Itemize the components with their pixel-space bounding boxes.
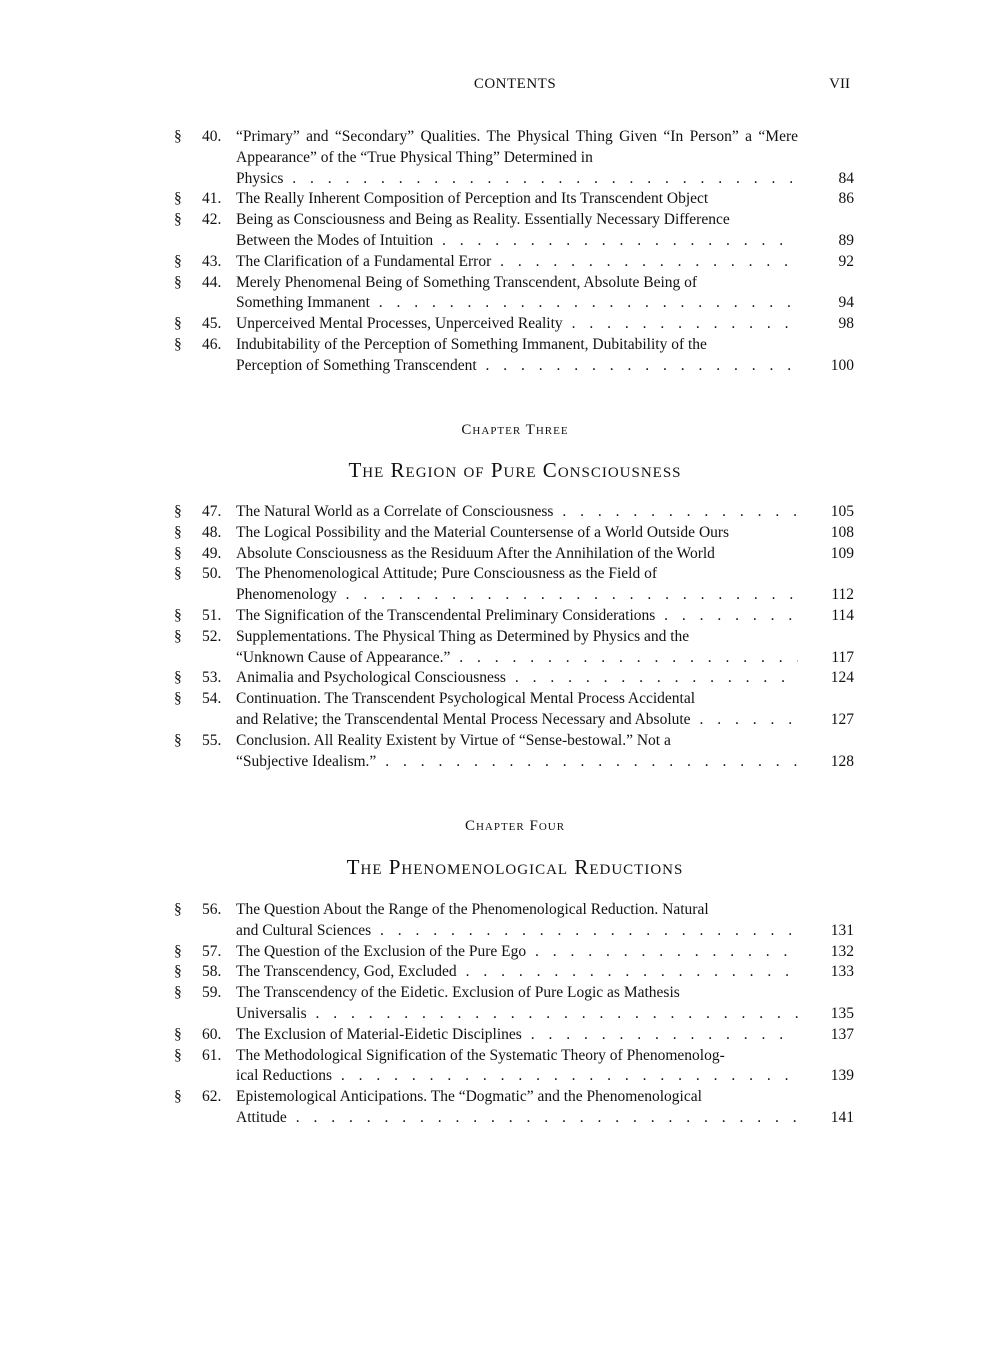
- section-sign: §: [174, 315, 182, 333]
- toc-entry: [174, 731, 854, 773]
- section-number: 50.: [202, 565, 222, 583]
- section-number: 41.: [202, 190, 222, 208]
- entry-title: [236, 523, 798, 544]
- page-number: 127: [830, 710, 854, 728]
- section-number: 46.: [202, 335, 222, 353]
- entry-title-line: The Transcendency of the Eidetic. Exclusion of Pure Logic as Mathesis: [236, 984, 680, 1002]
- section-number: 53.: [202, 669, 222, 687]
- entry-title: [236, 962, 798, 983]
- section-number: 55.: [202, 731, 222, 749]
- entry-title-last-line: The Signification of the Transcendental Preliminary Considerations . . .: [236, 606, 798, 627]
- entry-title: [236, 273, 798, 315]
- section-sign: §: [174, 669, 182, 687]
- toc-entry: [174, 962, 854, 983]
- entry-title-last-line: Universalis . . .: [236, 1004, 798, 1025]
- toc-block-chapter-four: [174, 900, 854, 1129]
- entry-title-last-line: Between the Modes of Intuition . . .: [236, 231, 798, 252]
- entry-title-last-line: Animalia and Psychological Consciousness . . .: [236, 668, 798, 689]
- entry-title: [236, 564, 798, 606]
- entry-title: [236, 627, 798, 669]
- page-number: 137: [830, 1025, 854, 1043]
- section-number: 54.: [202, 690, 222, 708]
- entry-title-last-line: The Natural World as a Correlate of Consciousness . . .: [236, 502, 798, 523]
- section-number: 62.: [202, 1088, 222, 1106]
- toc-entry: [174, 942, 854, 963]
- entry-title: [236, 1087, 798, 1129]
- entry-title-last-line: Something Immanent . . .: [236, 293, 798, 314]
- section-sign: §: [174, 901, 182, 918]
- page-number: 114: [831, 606, 854, 624]
- entry-title-line: Epistemological Anticipations. The “Dogmatic” and the Phenomenological: [236, 1088, 702, 1106]
- toc-entry: [174, 502, 854, 523]
- entry-title-line: “Primary” and “Secondary” Qualities. The Physical Thing Given “In Person” a “Mere Appearance” of the “True Physical Thing” Determined in: [236, 128, 798, 166]
- section-sign: §: [174, 190, 182, 208]
- entry-title: [236, 731, 798, 773]
- entry-title-line: Conclusion. All Reality Existent by Virtue of “Sense-bestowal.” Not a: [236, 731, 671, 749]
- entry-title-line: Continuation. The Transcendent Psychological Mental Process Accidental: [236, 690, 696, 708]
- toc-entry: [174, 314, 854, 335]
- toc-entry: [174, 252, 854, 273]
- section-number: 52.: [202, 627, 222, 645]
- chapter-four-title: The Phenomenological Reductions: [346, 855, 684, 879]
- entry-title: [236, 335, 798, 377]
- section-number: 59.: [202, 984, 222, 1002]
- section-number: 48.: [202, 523, 222, 541]
- entry-title-last-line: Phenomenology . . .: [236, 585, 798, 606]
- entry-title: [236, 900, 798, 942]
- section-sign: §: [174, 335, 182, 353]
- toc-entry: [174, 189, 854, 210]
- toc-entry: [174, 606, 854, 627]
- section-number: 43.: [202, 252, 222, 270]
- section-sign: §: [174, 627, 182, 645]
- section-number: 56.: [202, 901, 222, 918]
- section-sign: §: [174, 273, 182, 291]
- page-number: 109: [830, 544, 854, 562]
- entry-title: [236, 668, 798, 689]
- entry-title-last-line: and Cultural Sciences . . .: [236, 921, 798, 942]
- toc-entry: [174, 544, 854, 565]
- section-sign: §: [174, 963, 182, 981]
- section-sign: §: [174, 984, 182, 1002]
- section-sign: §: [174, 252, 182, 270]
- page-number: 135: [830, 1004, 854, 1022]
- entry-title-last-line: and Relative; the Transcendental Mental Process Necessary and Absolute . . .: [236, 710, 798, 731]
- page-number: 89: [838, 231, 854, 249]
- section-number: 47.: [202, 503, 222, 520]
- entry-title: [236, 606, 798, 627]
- page-number: 105: [830, 503, 854, 520]
- section-number: 57.: [202, 942, 222, 960]
- page-number: 132: [830, 942, 854, 960]
- section-sign: §: [174, 1088, 182, 1106]
- entry-title-last-line: “Unknown Cause of Appearance.” . . .: [236, 648, 798, 669]
- entry-title-last-line: The Clarification of a Fundamental Error . . .: [236, 252, 798, 273]
- section-number: 45.: [202, 315, 222, 333]
- entry-title: [236, 942, 798, 963]
- page-number: 100: [830, 356, 854, 374]
- toc-block-chapter-two-continued: [174, 127, 854, 377]
- section-sign: §: [174, 606, 182, 624]
- entry-title-last-line: Attitude . . .: [236, 1108, 798, 1129]
- entry-title-last-line: The Really Inherent Composition of Perception and Its Transcendent Object: [236, 190, 709, 208]
- running-head: [0, 76, 1000, 96]
- page-number: 124: [830, 669, 854, 687]
- section-number: 42.: [202, 211, 222, 229]
- section-number: 61.: [202, 1046, 222, 1064]
- entry-title-last-line: Absolute Consciousness as the Residuum After the Annihilation of the World: [236, 544, 715, 562]
- toc-entry: [174, 1046, 854, 1088]
- entry-title-line: Indubitability of the Perception of Something Immanent, Dubitability of the: [236, 335, 707, 353]
- entry-title-line: Supplementations. The Physical Thing as Determined by Physics and the: [236, 627, 690, 645]
- toc-entry: [174, 900, 854, 942]
- page-number: 141: [830, 1108, 854, 1126]
- section-number: 49.: [202, 544, 222, 562]
- section-sign: §: [174, 1025, 182, 1043]
- entry-title-last-line: The Transcendency, God, Excluded . . .: [236, 962, 798, 983]
- entry-title: [236, 689, 798, 731]
- page-number: 128: [830, 752, 854, 770]
- entry-title: [236, 1046, 798, 1088]
- section-sign: §: [174, 211, 182, 229]
- page-number: 108: [830, 523, 854, 541]
- page-number: 92: [838, 252, 854, 270]
- toc-entry: [174, 210, 854, 252]
- toc-entry: [174, 1025, 854, 1046]
- page-number: 86: [838, 190, 854, 208]
- page-number: 112: [831, 586, 854, 604]
- toc-entry: [174, 127, 854, 189]
- page-number: 131: [830, 921, 854, 939]
- section-number: 60.: [202, 1025, 222, 1043]
- entry-title: [236, 252, 798, 273]
- entry-title-last-line: The Logical Possibility and the Material Countersense of a World Outside Ours: [236, 523, 730, 541]
- entry-title-last-line: The Exclusion of Material-Eidetic Disciplines . . .: [236, 1025, 798, 1046]
- entry-title-last-line: Physics . . .: [236, 169, 798, 190]
- running-head-title: CONTENTS: [473, 76, 557, 92]
- section-sign: §: [174, 731, 182, 749]
- toc-entry: [174, 564, 854, 606]
- page-folio: VII: [829, 76, 850, 92]
- section-sign: §: [174, 942, 182, 960]
- section-number: 58.: [202, 963, 222, 981]
- page-number: 98: [838, 315, 854, 333]
- entry-title-line: Merely Phenomenal Being of Something Transcendent, Absolute Being of: [236, 273, 698, 291]
- entry-title-last-line: Unperceived Mental Processes, Unperceived Reality . . .: [236, 314, 798, 335]
- chapter-four-label: Chapter Four: [464, 818, 566, 834]
- toc-entry: [174, 668, 854, 689]
- toc-entry: [174, 335, 854, 377]
- entry-title-last-line: “Subjective Idealism.” . . .: [236, 752, 798, 773]
- section-sign: §: [174, 128, 182, 145]
- entry-title-last-line: Perception of Something Transcendent . . .: [236, 356, 798, 377]
- section-sign: §: [174, 523, 182, 541]
- entry-title-line: The Phenomenological Attitude; Pure Consciousness as the Field of: [236, 565, 658, 583]
- section-sign: §: [174, 503, 182, 520]
- section-sign: §: [174, 1046, 182, 1064]
- entry-title-last-line: ical Reductions . . .: [236, 1066, 798, 1087]
- entry-title-last-line: The Question of the Exclusion of the Pure Ego . . .: [236, 942, 798, 963]
- page-number: 117: [831, 648, 854, 666]
- toc-entry: [174, 689, 854, 731]
- page-number: 84: [838, 169, 854, 187]
- section-sign: §: [174, 544, 182, 562]
- page-number: 133: [830, 963, 854, 981]
- page-number: 139: [830, 1067, 854, 1085]
- entry-title: [236, 210, 798, 252]
- section-sign: §: [174, 565, 182, 583]
- chapter-three-label: Chapter Three: [461, 422, 569, 438]
- entry-title: [236, 502, 798, 523]
- toc-block-chapter-three: [174, 502, 854, 772]
- entry-title-line: The Methodological Signification of the Systematic Theory of Phenomenolog-: [236, 1046, 725, 1064]
- entry-title-line: Being as Consciousness and Being as Reality. Essentially Necessary Difference: [236, 211, 730, 229]
- toc-entry: [174, 627, 854, 669]
- entry-title: [236, 1025, 798, 1046]
- section-number: 51.: [202, 606, 222, 624]
- toc-entry: [174, 273, 854, 315]
- page-number: 94: [838, 294, 854, 312]
- toc-entry: [174, 983, 854, 1025]
- section-number: 40.: [202, 128, 222, 145]
- entry-title: [236, 544, 798, 565]
- entry-title: [236, 314, 798, 335]
- chapter-three-title: The Region of Pure Consciousness: [348, 458, 682, 482]
- entry-title: [236, 983, 798, 1025]
- entry-title: [236, 127, 798, 189]
- section-sign: §: [174, 690, 182, 708]
- section-number: 44.: [202, 273, 222, 291]
- entry-title-line: The Question About the Range of the Phenomenological Reduction. Natural: [236, 901, 709, 918]
- toc-entry: [174, 1087, 854, 1129]
- entry-title: [236, 189, 798, 210]
- toc-entry: [174, 523, 854, 544]
